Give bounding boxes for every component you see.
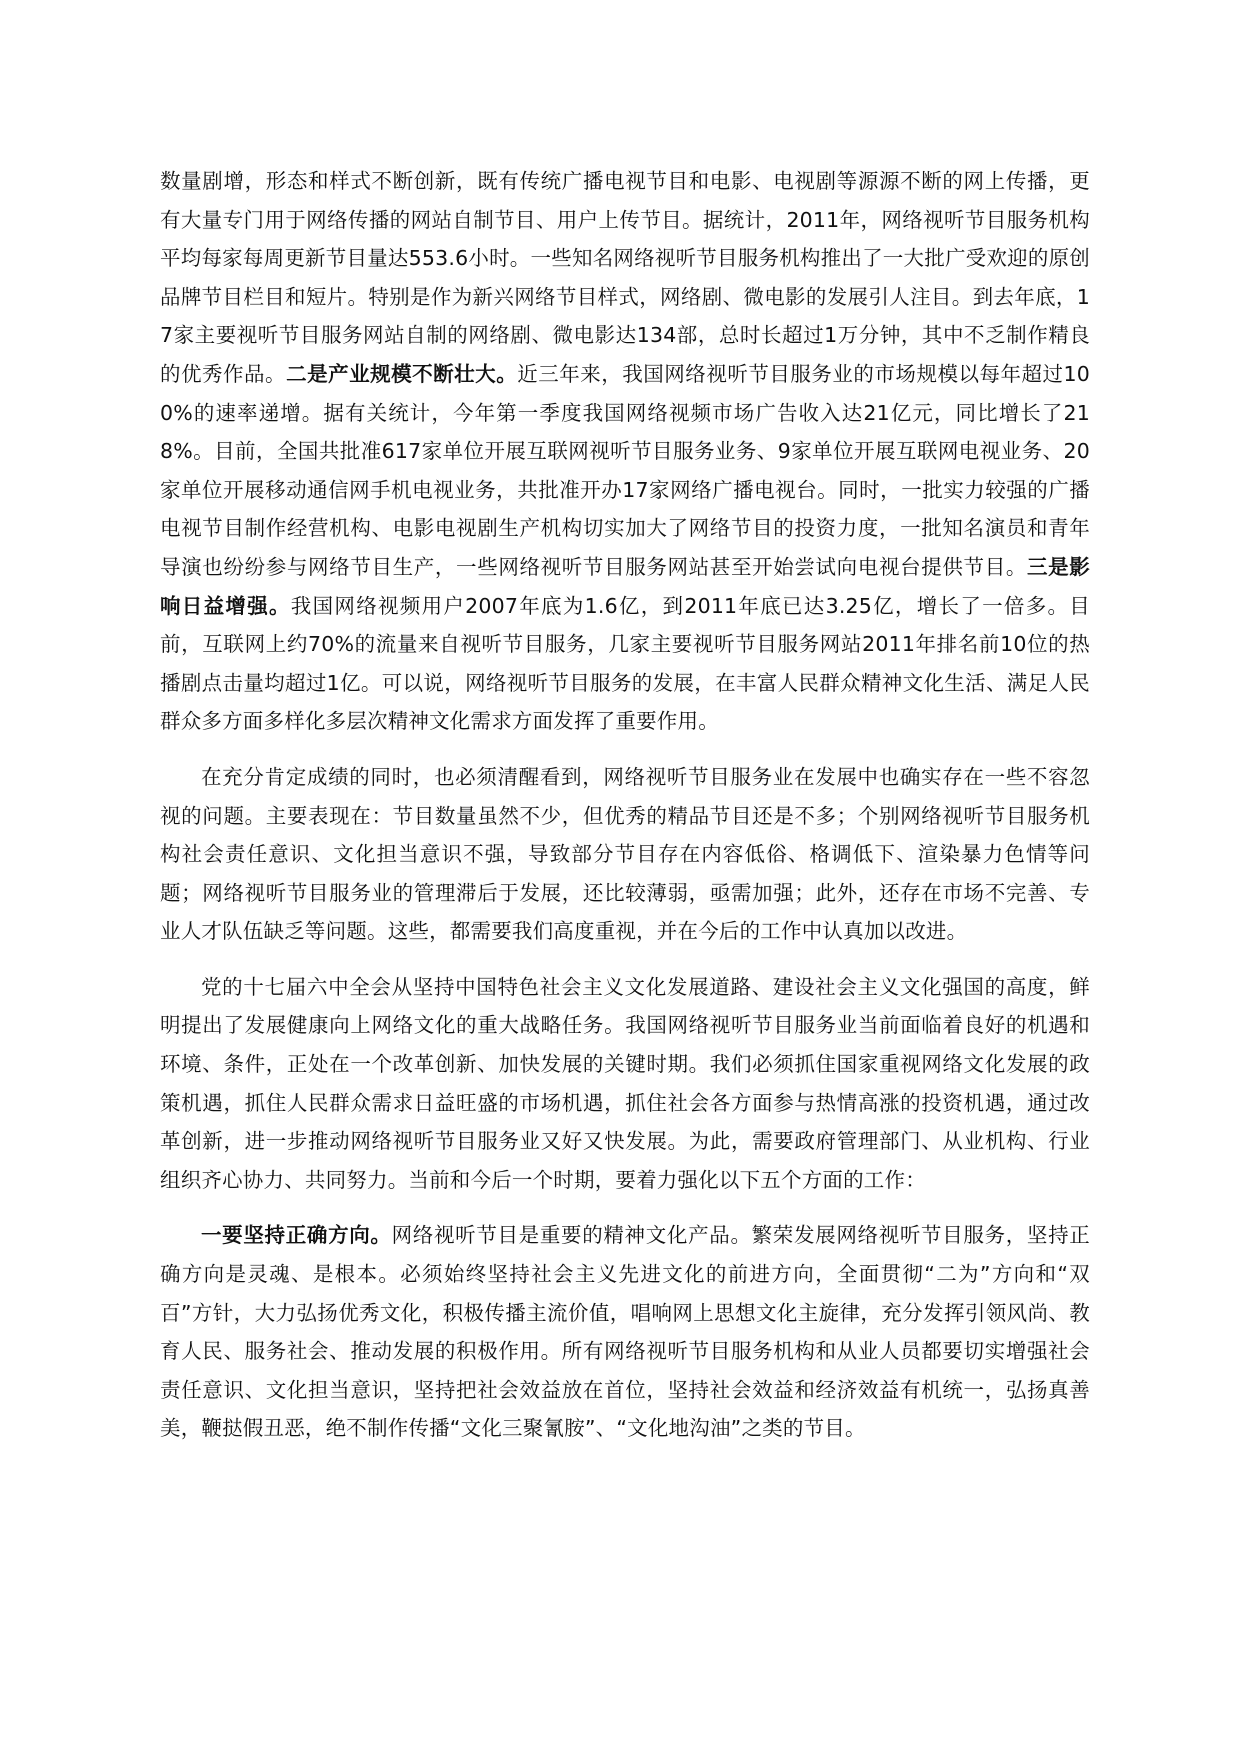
paragraph-4 — [160, 1216, 1090, 1448]
paragraph-3 — [160, 968, 1090, 1200]
paragraph-1-heading-d: 三是影响日益增强。 — [160, 554, 1090, 618]
paragraph-3-text: 党的十七届六中全会从坚持中国特色社会主义文化发展道路、建设社会主义文化强国的高度，鲜明提出了发展健康向上网络文化的重大战略任务。我国网络视听节目服务业当前面临着良好的机遇和环境、条件，正处在一个改革创新、加快发展的关键时期。我们必须抓住国家重视网络文化发展的政策机遇，抓住人民群众需求日益旺盛的市场机遇，抓住社会各方面参与热情高涨的投资机遇，通过改革创新，进一步推动网络视听节目服务业又好又快发展。为此，需要政府管理部门、从业机构、行业组织齐心协力、共同努力。当前和今后一个时期，要着力强化以下五个方面的工作： — [160, 974, 1090, 1192]
paragraph-4-heading: 一要坚持正确方向。 — [201, 1223, 392, 1248]
paragraph-4-text: 网络视听节目是重要的精神文化产品。繁荣发展网络视听节目服务，坚持正确方向是灵魂、是根本。必须始终坚持社会主义先进文化的前进方向，全面贯彻“二为”方向和“双百”方针，大力弘扬优秀文化，积极传播主流价值，唱响网上思想文化主旋律，充分发挥引领风尚、教育人民、服务社会、推动发展的积极作用。所有网络视听节目服务机构和从业人员都要切实增强社会责任意识、文化担当意识，坚持把社会效益放在首位，坚持社会效益和经济效益有机统一，弘扬真善美，鞭挞假丑恶，绝不制作传播“文化三聚氰胺”、“文化地沟油”之类的节目。 — [160, 1223, 1090, 1441]
paragraph-1-text-c: 近三年来，我国网络视听节目服务业的市场规模以每年超过100%的速率递增。据有关统计，今年第一季度我国网络视频市场广告收入达21亿元，同比增长了218%。目前，全国共批准617家单位开展互联网视听节目服务业务、9家单位开展互联网电视业务、20家单位开展移动通信网手机电视业务，共批准开办17家网络广播电视台。同时，一批实力较强的广播电视节目制作经营机构、电影电视剧生产机构切实加大了网络节目的投资力度，一批知名演员和青年导演也纷纷参与网络节目生产，一些网络视听节目服务网站甚至开始尝试向电视台提供节目。 — [160, 361, 1091, 579]
paragraph-2-text: 在充分肯定成绩的同时，也必须清醒看到，网络视听节目服务业在发展中也确实存在一些不容忽视的问题。主要表现在：节目数量虽然不少，但优秀的精品节目还是不多；个别网络视听节目服务机构社会责任意识、文化担当意识不强，导致部分节目存在内容低俗、格调低下、渲染暴力色情等问题；网络视听节目服务业的管理滞后于发展，还比较薄弱，亟需加强；此外，还存在市场不完善、专业人才队伍缺乏等问题。这些，都需要我们高度重视，并在今后的工作中认真加以改进。 — [160, 764, 1090, 944]
paragraph-1-heading-b: 二是产业规模不断壮大。 — [286, 361, 518, 386]
paragraph-1 — [160, 162, 1090, 741]
document-page — [160, 162, 1090, 1722]
paragraph-1-text-a: 数量剧增，形态和样式不断创新，既有传统广播电视节目和电影、电视剧等源源不断的网上传播，更有大量专门用于网络传播的网站自制节目、用户上传节目。据统计，2011年，网络视听节目服务机构平均每家每周更新节目量达553.6小时。一些知名网络视听节目服务机构推出了一大批广受欢迎的原创品牌节目栏目和短片。特别是作为新兴网络节目样式，网络剧、微电影的发展引人注目。到去年底，17家主要视听节目服务网站自制的网络剧、微电影达134部，总时长超过1万分钟，其中不乏制作精良的优秀作品。 — [160, 169, 1090, 386]
paragraph-1-text-e: 我国网络视频用户2007年底为1.6亿，到2011年底已达3.25亿，增长了一倍多。目前，互联网上约70%的流量来自视听节目服务，几家主要视听节目服务网站2011年排名前10位的热播剧点击量均超过1亿。可以说，网络视听节目服务的发展，在丰富人民群众精神文化生活、满足人民群众多方面多样化多层次精神文化需求方面发挥了重要作用。 — [160, 593, 1091, 734]
paragraph-2 — [160, 758, 1090, 951]
